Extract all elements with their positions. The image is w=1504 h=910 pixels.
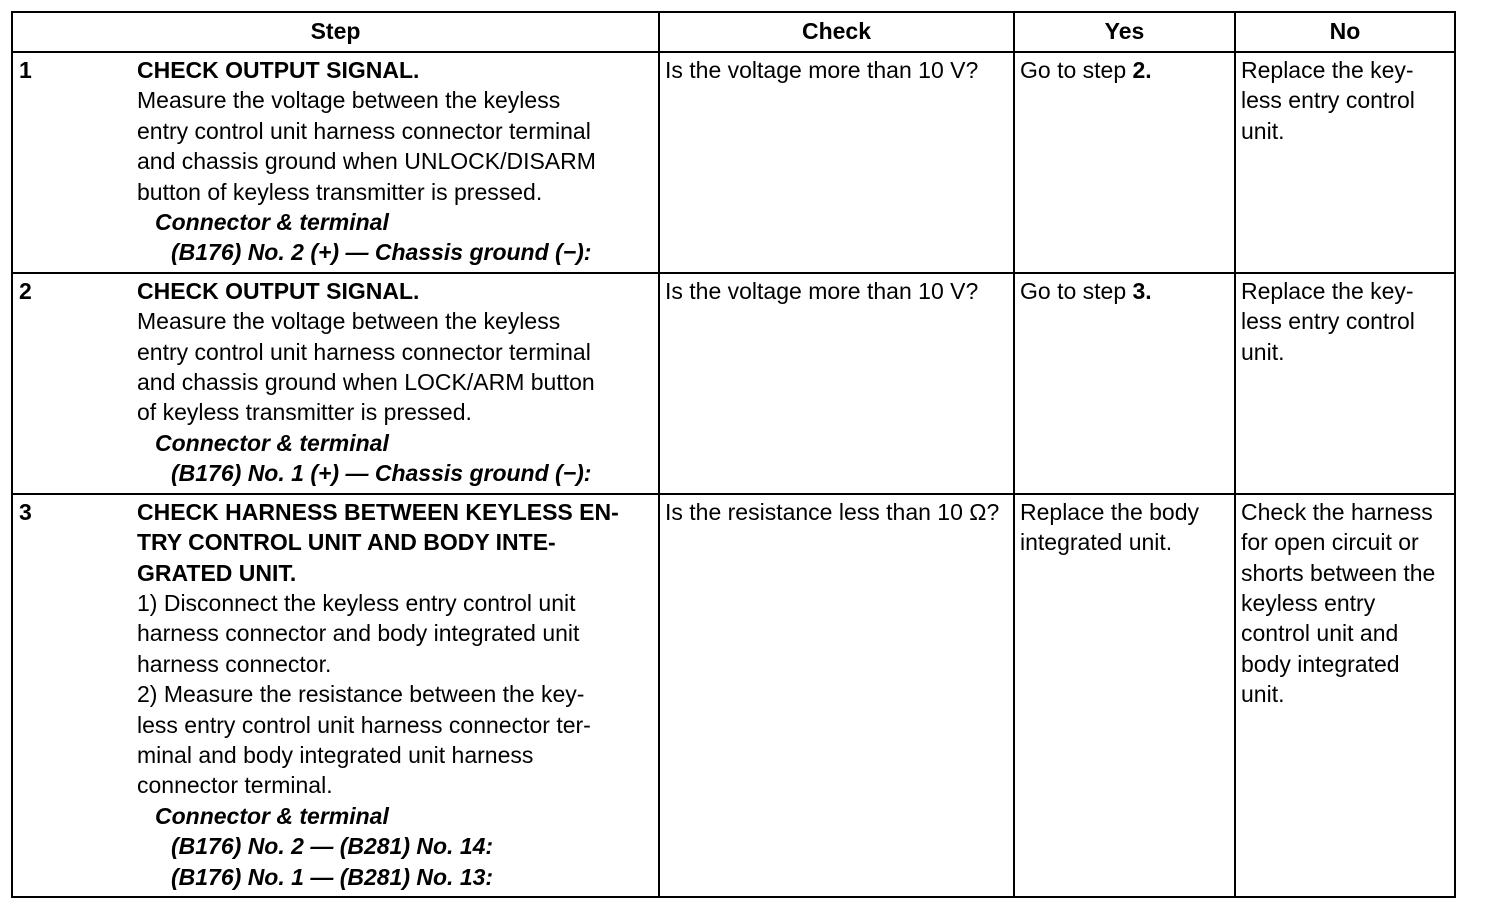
instruction-line: Measure the voltage between the keyless [137,87,561,114]
yes-step-ref: 3. [1132,277,1152,304]
step-title: CHECK HARNESS BETWEEN KEYLESS EN- TRY CONTROL UNIT AND BODY INTE- GRATED UNIT. [137,498,619,586]
instruction-line: harness connector. [137,650,332,677]
yes-cell: Replace the body integrated unit. [1014,494,1235,897]
table-row [12,273,1455,494]
step-title: CHECK OUTPUT SIGNAL. [137,277,420,304]
connector-label: Connector & terminal [155,802,389,829]
header-row [12,12,1455,52]
no-cell: Replace the key- less entry control unit. [1235,273,1455,494]
step-number: 3 [19,498,32,525]
instruction-line: Measure the voltage between the keyless [137,308,561,335]
connector-spec: (B176) No. 2 (+) — Chassis ground (−): [171,239,592,266]
instruction-line: less entry control unit harness connector ter- [137,711,591,738]
yes-cell [1014,52,1235,273]
step-cell [12,494,659,897]
diagnostic-table [11,11,1456,898]
step-number: 2 [19,277,32,304]
step-body [137,55,656,268]
header-yes: Yes [1014,12,1235,52]
yes-text: Go to step [1020,57,1133,83]
connector-spec: (B176) No. 1 (+) — Chassis ground (−): [171,460,592,487]
instruction-line: minal and body integrated unit harness [137,741,534,768]
table-row [12,52,1455,273]
check-cell: Is the resistance less than 10 Ω? [659,494,1014,897]
step-body [137,497,656,892]
step-cell [12,52,659,273]
instruction-line: harness connector and body integrated unit [137,620,580,647]
connector-label: Connector & terminal [155,209,389,236]
instruction-line: 1) Disconnect the keyless entry control unit [137,589,576,616]
check-cell: Is the voltage more than 10 V? [659,52,1014,273]
connector-label: Connector & terminal [155,429,389,456]
yes-cell [1014,273,1235,494]
instruction-line: 2) Measure the resistance between the key- [137,681,585,708]
instruction-line: button of keyless transmitter is pressed. [137,178,543,205]
table-row [12,494,1455,897]
step-title: CHECK OUTPUT SIGNAL. [137,57,420,83]
yes-step-ref: 2. [1132,57,1152,83]
connector-spec: (B176) No. 1 — (B281) No. 13: [171,863,494,890]
instruction-line: and chassis ground when UNLOCK/DISARM [137,148,596,175]
instruction-line: and chassis ground when LOCK/ARM button [137,369,595,396]
instruction-line: of keyless transmitter is pressed. [137,399,472,426]
no-cell: Check the harness for open circuit or shorts between the keyless entry control unit and body integrated unit. [1235,494,1455,897]
header-step: Step [12,12,659,52]
step-number: 1 [19,57,32,83]
yes-text: Go to step [1020,277,1133,304]
step-cell [12,273,659,494]
check-cell: Is the voltage more than 10 V? [659,273,1014,494]
step-body [137,276,656,489]
connector-spec: (B176) No. 2 — (B281) No. 14: [171,833,494,860]
instruction-line: entry control unit harness connector terminal [137,338,591,365]
header-no: No [1235,12,1455,52]
instruction-line: connector terminal. [137,772,333,799]
instruction-line: entry control unit harness connector terminal [137,117,591,144]
header-check: Check [659,12,1014,52]
no-cell: Replace the key- less entry control unit. [1235,52,1455,273]
